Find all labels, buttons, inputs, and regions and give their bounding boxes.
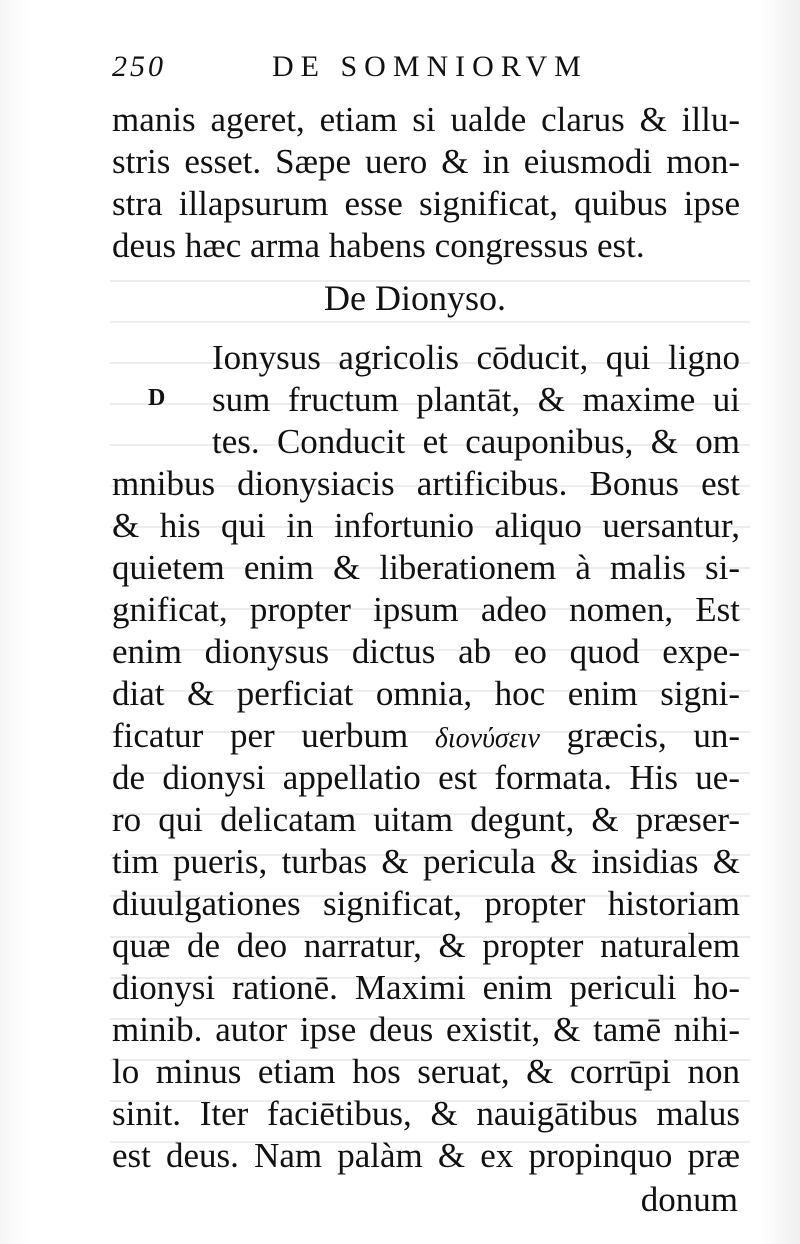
text-line: ro qui delicatam uitam degunt, & præser- — [112, 800, 740, 839]
text-line: de dionysi appellatio est formata. His ue- — [112, 758, 740, 797]
text-segment: græcis, un- — [566, 716, 741, 755]
text-line: tim pueris, turbas & pericula & insidias & — [112, 842, 740, 881]
text-line: dionysi rationē. Maximi enim periculi ho- — [112, 968, 740, 1007]
text-line: stris esset. Sæpe uero & in eiusmodi mon- — [112, 142, 740, 181]
running-head: DE SOMNIORVM — [272, 50, 588, 83]
text-line: diat & perficiat omnia, hoc enim signi- — [112, 674, 740, 713]
drop-initial: D — [148, 385, 166, 411]
text-line: est deus. Nam palàm & ex propinquo præ — [112, 1136, 740, 1175]
greek-word: διονύσειν — [434, 723, 540, 754]
text-line: sinit. Iter faciētibus, & nauigātibus malus — [112, 1094, 740, 1133]
text-line: gnificat, propter ipsum adeo nomen, Est — [112, 590, 740, 629]
text-line: lo minus etiam hos seruat, & corrūpi non — [112, 1052, 740, 1091]
text-line: diuulgationes significat, propter historiam — [112, 884, 740, 923]
text-segment: ficatur per uerbum — [112, 716, 409, 755]
page-number: 250 — [112, 50, 166, 83]
catchword: donum — [640, 1180, 738, 1219]
text-line: quæ de deo narratur, & propter naturalem — [112, 926, 740, 965]
section-heading: De Dionyso. — [324, 278, 506, 318]
text-line: & his qui in infortunio aliquo uersantur, — [112, 506, 740, 545]
text-line-with-greek — [112, 716, 740, 759]
text-line: stra illapsurum esse significat, quibus ipse — [112, 184, 740, 223]
text-line: manis ageret, etiam si ualde clarus & illu- — [112, 100, 740, 139]
text-line: deus hæc arma habens congressus est. — [112, 226, 645, 265]
text-line: mnibus dionysiacis artificibus. Bonus est — [112, 464, 740, 503]
text-line: quietem enim & liberationem à malis si- — [112, 548, 740, 587]
text-line: tes. Conducit et cauponibus, & om — [212, 422, 740, 461]
text-line: enim dionysus dictus ab eo quod expe- — [112, 632, 740, 671]
page-header — [112, 50, 672, 90]
text-line: sum fructum plantāt, & maxime ui — [212, 380, 740, 419]
text-line: minib. autor ipse deus existit, & tamē nihi- — [112, 1010, 740, 1049]
text-line: Ionysus agricolis cōducit, qui ligno — [212, 338, 740, 377]
